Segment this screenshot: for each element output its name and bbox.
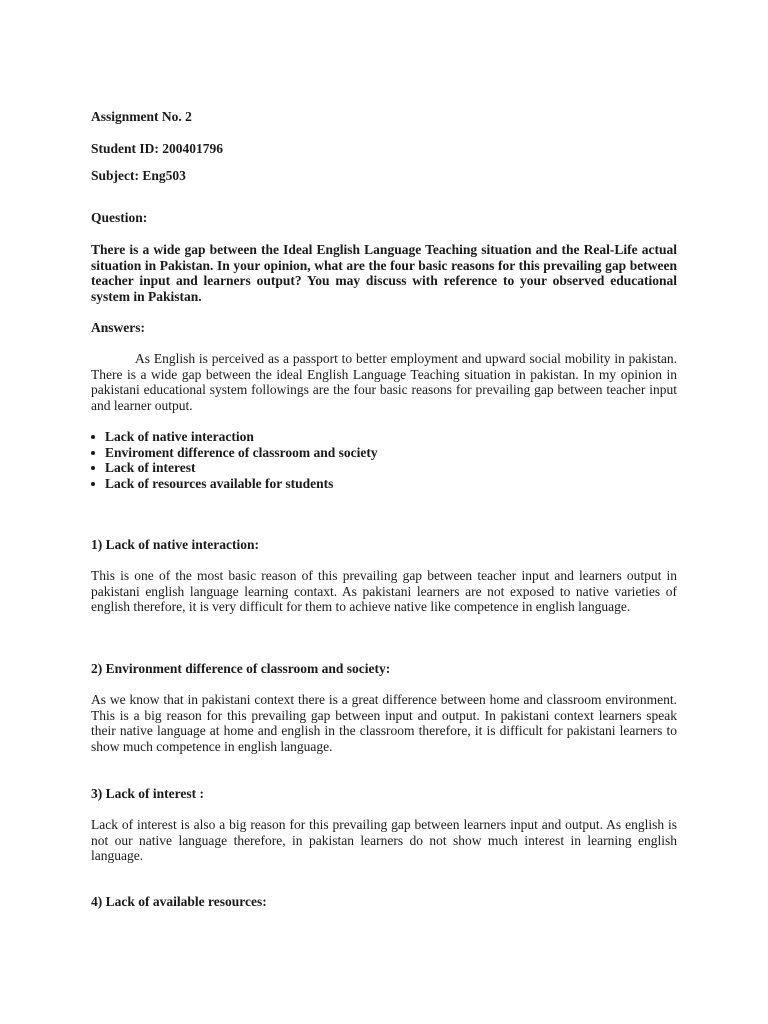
answers-intro-text: As English is perceived as a passport to better employment and upward social mobility in pakistan. There is a wide gap between the ideal English Language Teaching situation in pakistan. In my opinion in pakistani educational system followings are the four basic reasons for prevailing gap between teacher input and learner output. [91, 351, 677, 413]
list-item: Lack of interest [91, 460, 677, 476]
bullet-icon [91, 482, 95, 486]
bullet-icon [91, 435, 95, 439]
section-3-body: Lack of interest is also a big reason for this prevailing gap between learners input and output. As english is not our native language therefore, in pakistan learners do not show much interest in learning english language. [91, 817, 677, 864]
list-item: Lack of resources available for students [91, 476, 677, 492]
subject: Subject: Eng503 [91, 168, 186, 183]
section-1-body: This is one of the most basic reason of this prevailing gap between teacher input and learners output in pakistani english language learning contaxt. As pakistani learners are not exposed to native varieties of english therefore, it is very difficult for them to achieve native like competence in english language. [91, 568, 677, 615]
reasons-list [91, 429, 677, 491]
answers-intro [91, 351, 677, 413]
bullet-icon [91, 466, 95, 470]
section-2-body: As we know that in pakistani context there is a great difference between home and classroom environment. This is a big reason for this prevailing gap between input and output. In pakistani context learners speak their native language at home and english in the classroom therefore, it is difficult for pakistani learners to show much competence in english language. [91, 692, 677, 754]
bullet-icon [91, 451, 95, 455]
section-3-heading: 3) Lack of interest : [91, 786, 204, 801]
question-label: Question: [91, 210, 148, 225]
section-4-heading: 4) Lack of available resources: [91, 894, 267, 909]
section-1-heading: 1) Lack of native interaction: [91, 537, 259, 552]
assignment-number: Assignment No. 2 [91, 109, 192, 124]
list-item: Enviroment difference of classroom and society [91, 445, 677, 461]
question-text: There is a wide gap between the Ideal English Language Teaching situation and the Real-Life actual situation in Pakistan. In your opinion, what are the four basic reasons for this prevailing gap between teacher input and learners output? You may discuss with reference to your observed educational system in Pakistan. [91, 242, 677, 304]
student-id: Student ID: 200401796 [91, 141, 224, 156]
list-item: Lack of native interaction [91, 429, 677, 445]
section-2-heading: 2) Environment difference of classroom and society: [91, 661, 391, 676]
answers-label: Answers: [91, 320, 145, 335]
